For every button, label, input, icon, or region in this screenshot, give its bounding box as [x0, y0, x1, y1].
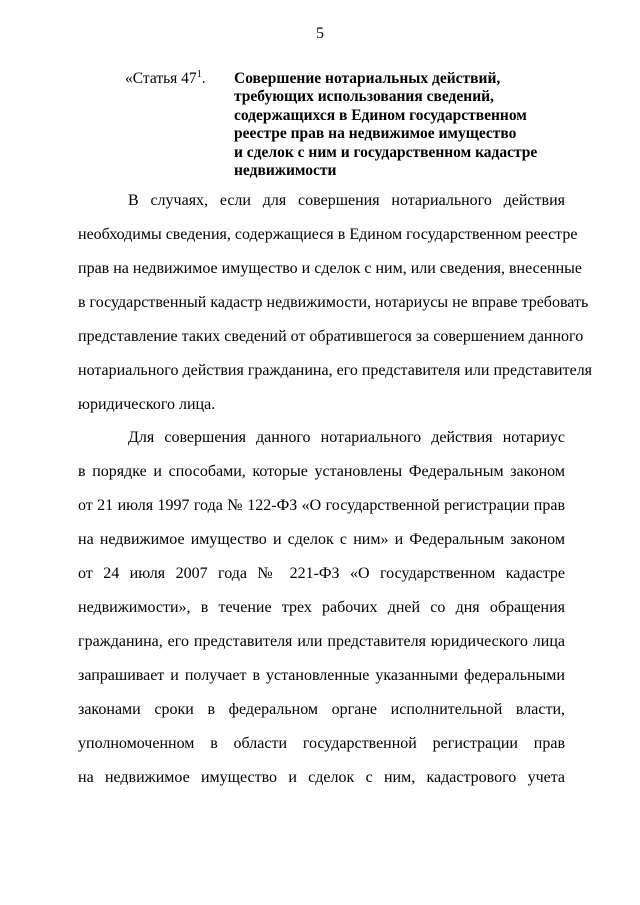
paragraph-line: уполномоченном в области государственной регистрации прав: [78, 735, 565, 752]
article-title: [234, 70, 574, 180]
paragraph-line: на недвижимое имущество и сделок с ним, кадастрового учета: [78, 769, 565, 786]
article-label: [125, 70, 206, 88]
article-label-superscript: 1: [196, 69, 202, 80]
page-number: 5: [316, 25, 324, 42]
paragraph-line: Для совершения данного нотариального действия нотариус: [128, 429, 565, 446]
paragraph-line: представление таких сведений от обратившегося за совершением данного: [78, 328, 584, 345]
paragraph-line: в порядке и способами, которые установлены Федеральным законом: [78, 463, 565, 480]
paragraph-line: от 21 июля 1997 года № 122-ФЗ «О государственной регистрации прав: [78, 497, 565, 514]
article-heading: [125, 70, 575, 180]
article-label-suffix: .: [201, 70, 206, 87]
paragraph-line: законами сроки в федеральном органе исполнительной власти,: [78, 701, 565, 718]
paragraph-line: от 24 июля 2007 года № 221-ФЗ «О государственном кадастре: [78, 565, 565, 582]
paragraph-line: необходимы сведения, содержащиеся в Едином государственном реестре: [78, 226, 578, 243]
article-title-line: реестре прав на недвижимое имущество: [234, 125, 517, 143]
article-title-line: и сделок с ним и государственном кадастре: [234, 143, 538, 161]
paragraph-line: прав на недвижимое имущество и сделок с ним, или сведения, внесенные: [78, 260, 582, 277]
paragraph-line: юридического лица.: [78, 396, 216, 413]
paragraph-line: запрашивает и получает в установленные указанными федеральными: [78, 667, 565, 684]
paragraph-1: [78, 190, 593, 428]
article-title-line: недвижимости: [234, 162, 337, 180]
paragraph-2: [78, 427, 565, 801]
article-label-text: «Статья 47: [125, 70, 197, 87]
article-title-line: содержащихся в Едином государственном: [234, 106, 527, 124]
article-title-line: Совершение нотариальных действий,: [234, 70, 501, 87]
article-title-line: требующих использования сведений,: [234, 88, 494, 106]
paragraph-line: недвижимости», в течение трех рабочих дней со дня обращения: [78, 599, 565, 616]
paragraph-line: гражданина, его представителя или представителя юридического лица: [78, 633, 565, 650]
paragraph-line: на недвижимое имущество и сделок с ним» и Федеральным законом: [78, 531, 565, 548]
paragraph-line: нотариального действия гражданина, его представителя или представителя: [78, 362, 593, 379]
paragraph-line: в государственный кадастр недвижимости, нотариусы не вправе требовать: [78, 294, 589, 311]
paragraph-line: В случаях, если для совершения нотариального действия: [128, 192, 565, 209]
